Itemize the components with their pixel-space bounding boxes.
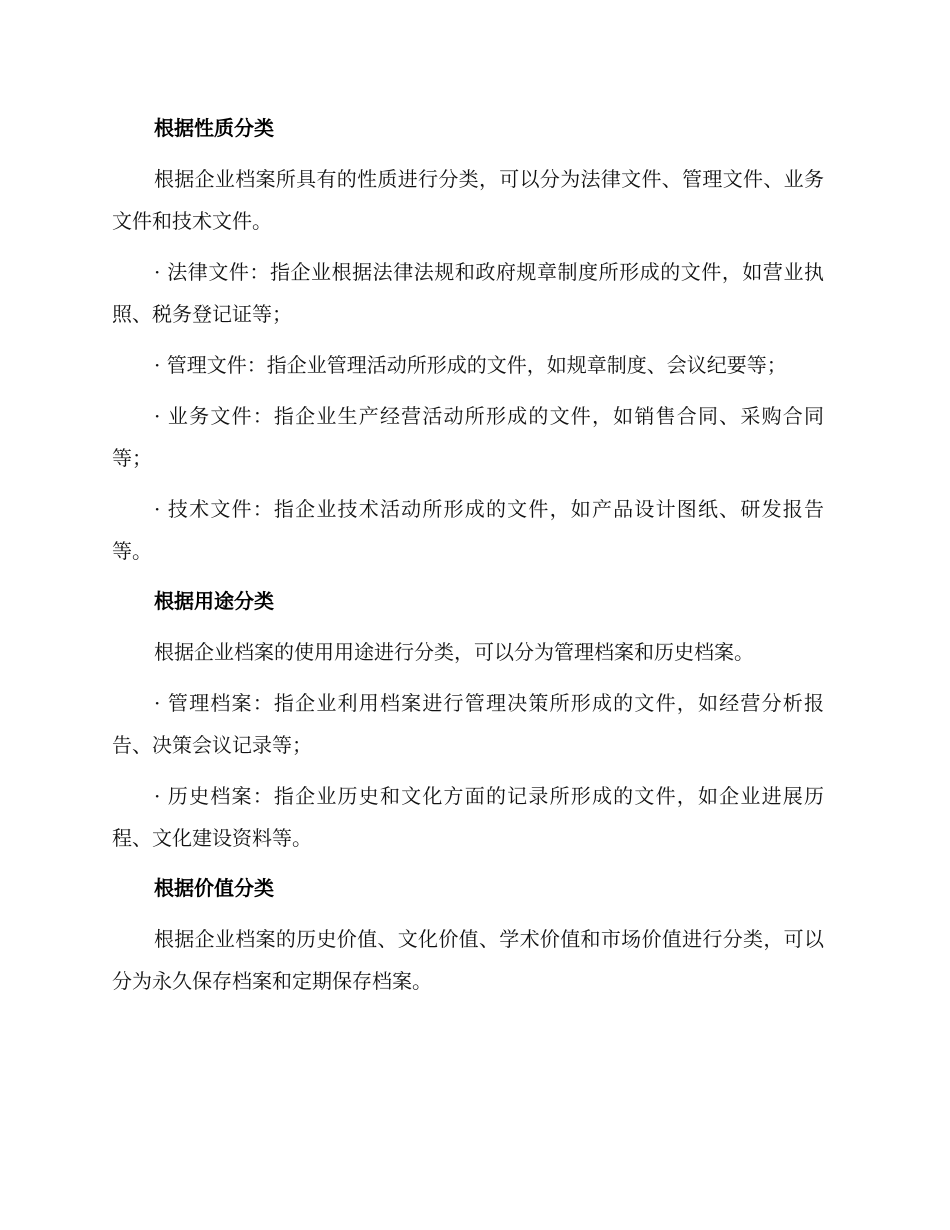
list-item-technical-documents: · 技术文件：指企业技术活动所形成的文件，如产品设计图纸、研发报告等。 xyxy=(112,497,824,563)
section-intro-value: 根据企业档案的历史价值、文化价值、学术价值和市场价值进行分类，可以分为永久保存档案和定期保存档案。 xyxy=(112,927,824,993)
list-item-legal-documents: · 法律文件：指企业根据法律法规和政府规章制度所形成的文件，如营业执照、税务登记证等； xyxy=(112,260,824,326)
list-item-business-documents: · 业务文件：指企业生产经营活动所形成的文件，如销售合同、采购合同等； xyxy=(112,404,824,470)
list-item-historical-archives: · 历史档案：指企业历史和文化方面的记录所形成的文件，如企业进展历程、文化建设资料等。 xyxy=(112,784,824,850)
section-heading-value: 根据价值分类 xyxy=(154,876,274,900)
section-heading-usage: 根据用途分类 xyxy=(154,589,274,613)
list-item-management-documents: · 管理文件：指企业管理活动所形成的文件，如规章制度、会议纪要等； xyxy=(154,353,787,377)
section-intro-nature: 根据企业档案所具有的性质进行分类，可以分为法律文件、管理文件、业务文件和技术文件。 xyxy=(112,167,824,233)
list-item-management-archives: · 管理档案：指企业利用档案进行管理决策所形成的文件，如经营分析报告、决策会议记录等； xyxy=(112,691,824,757)
section-intro-usage: 根据企业档案的使用用途进行分类，可以分为管理档案和历史档案。 xyxy=(154,640,754,664)
document-body xyxy=(112,108,824,1011)
section-heading-nature: 根据性质分类 xyxy=(154,116,274,140)
